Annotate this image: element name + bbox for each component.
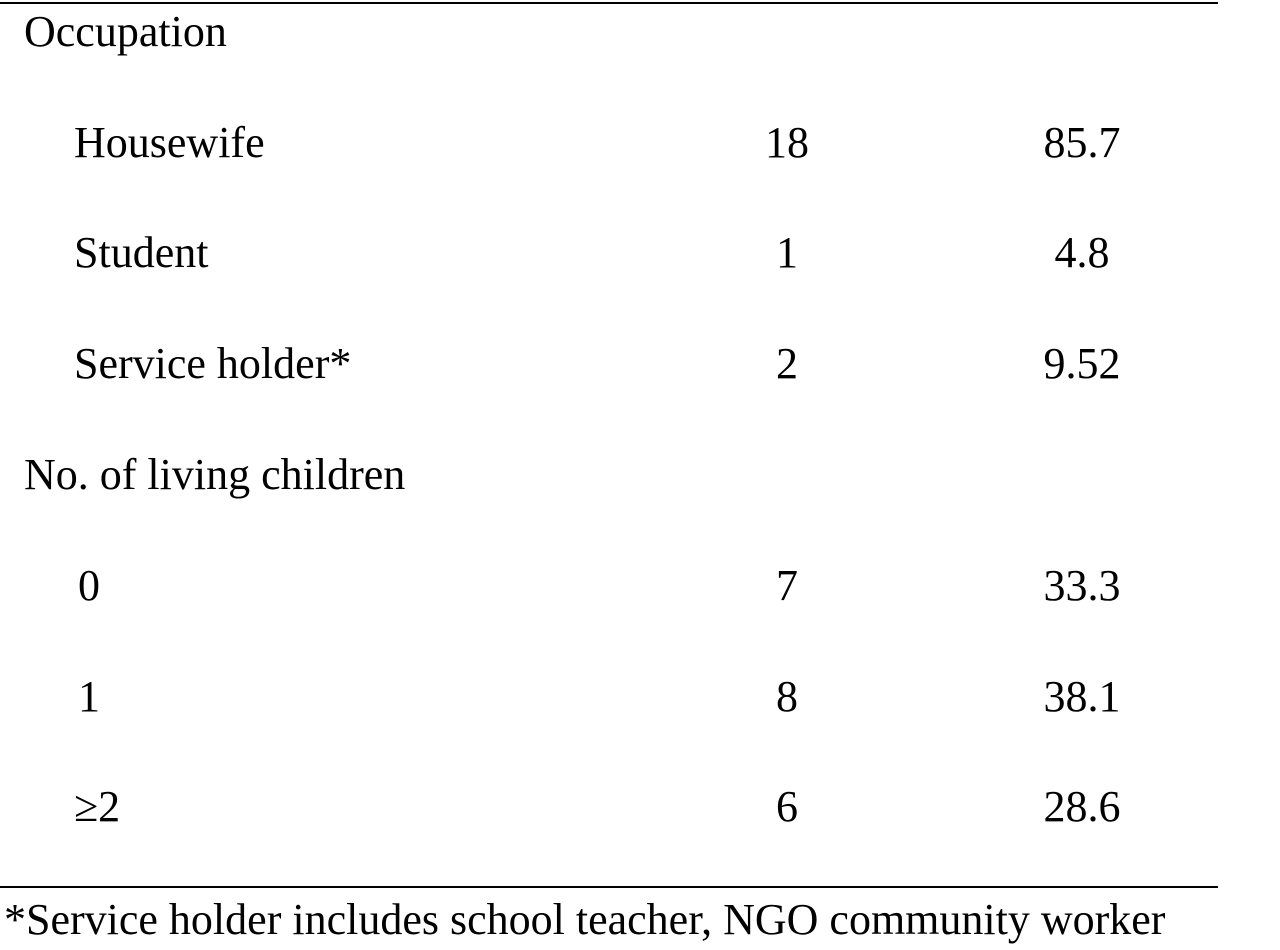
row-count: 1	[776, 228, 798, 277]
row-label: ≥2	[74, 782, 121, 831]
table-row	[0, 334, 1218, 394]
row-label: Student	[74, 228, 209, 277]
table-footnote: *Service holder includes school teacher, NGO community worker	[4, 895, 1166, 944]
row-percent: 85.7	[1043, 118, 1121, 167]
row-count: 6	[776, 782, 798, 831]
row-count: 7	[776, 561, 798, 610]
row-label: Housewife	[74, 118, 265, 167]
row-count: 2	[776, 339, 798, 388]
row-percent: 38.1	[1043, 672, 1121, 721]
table-row	[0, 667, 1218, 727]
row-percent: 28.6	[1043, 782, 1121, 831]
table-row	[0, 113, 1218, 173]
row-count: 18	[765, 118, 809, 167]
row-label: 0	[78, 561, 100, 610]
section-heading-living-children: No. of living children	[24, 450, 406, 499]
section-heading-row	[0, 445, 1218, 505]
row-percent: 9.52	[1043, 339, 1121, 388]
table-row	[0, 223, 1218, 283]
table-row	[0, 777, 1218, 837]
row-percent: 33.3	[1043, 561, 1121, 610]
section-heading-row	[0, 2, 1218, 62]
row-label: Service holder*	[74, 339, 352, 388]
row-count: 8	[776, 672, 798, 721]
table-row	[0, 556, 1218, 616]
row-label: 1	[78, 672, 100, 721]
table-bottom-rule	[0, 886, 1218, 888]
section-heading-occupation: Occupation	[24, 7, 227, 56]
row-percent: 4.8	[1054, 228, 1110, 277]
